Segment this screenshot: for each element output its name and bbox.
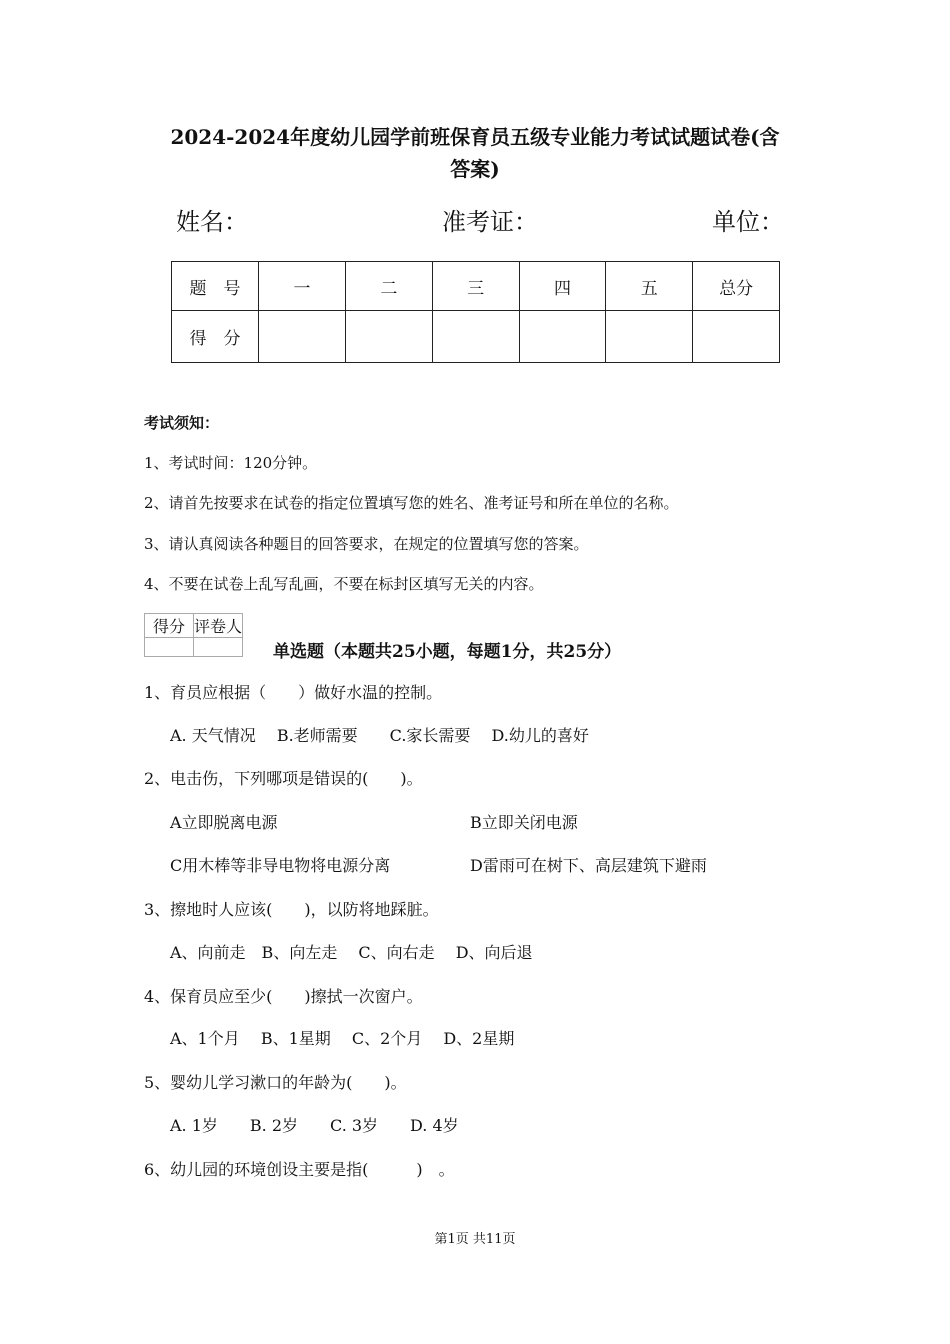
question-option: B立即关闭电源: [470, 813, 578, 832]
notice-item: 3、请认真阅读各种题目的回答要求，在规定的位置填写您的答案。: [144, 535, 589, 553]
notice-item: 2、请首先按要求在试卷的指定位置填写您的姓名、准考证号和所在单位的名称。: [144, 494, 679, 512]
notice-item: 4、不要在试卷上乱写乱画，不要在标封区填写无关的内容。: [144, 575, 544, 593]
notice-item: 1、考试时间：120分钟。: [144, 454, 318, 472]
unit-label: 单位：: [712, 208, 784, 236]
score-entry-cell[interactable]: [519, 311, 606, 363]
grader-name-label: 评卷人: [194, 614, 243, 638]
score-entry-cell[interactable]: [259, 311, 346, 363]
score-table-cell: 三: [432, 262, 519, 311]
score-table-cell: 一: [259, 262, 346, 311]
question-stem: 2、电击伤，下列哪项是错误的( )。: [144, 769, 423, 788]
question-stem: 4、保育员应至少( )擦拭一次窗户。: [144, 987, 423, 1006]
question-option: D雷雨可在树下、高层建筑下避雨: [470, 856, 707, 875]
score-table-row-label: 得 分: [172, 311, 259, 363]
score-entry-cell[interactable]: [606, 311, 693, 363]
question-options: A. 天气情况 B.老师需要 C.家长需要 D.幼儿的喜好: [170, 726, 589, 745]
grader-score-label: 得分: [145, 614, 194, 638]
section-title: 单选题（本题共25小题，每题1分，共25分）: [273, 642, 622, 662]
question-stem: 5、婴幼儿学习漱口的年龄为( )。: [144, 1073, 407, 1092]
document-title-line2: 答案): [450, 157, 500, 181]
question-options: A、1个月 B、1星期 C、2个月 D、2星期: [170, 1029, 515, 1048]
score-table-cell: 二: [345, 262, 432, 311]
page-number: 第1页 共11页: [434, 1232, 516, 1247]
score-table: [171, 261, 780, 363]
score-table-cell: 五: [606, 262, 693, 311]
score-table-score-row: [172, 311, 780, 363]
question-option: A立即脱离电源: [170, 813, 278, 832]
grader-score-cell[interactable]: [145, 638, 194, 657]
exam-id-label: 准考证：: [442, 208, 538, 236]
name-label: 姓名：: [176, 208, 248, 236]
score-entry-cell[interactable]: [432, 311, 519, 363]
question-stem: 1、育员应根据（ ）做好水温的控制。: [144, 683, 443, 702]
score-table-cell: 总分: [693, 262, 780, 311]
score-table-header-row: [172, 262, 780, 311]
question-option: C用木棒等非导电物将电源分离: [170, 856, 391, 875]
question-stem: 3、擦地时人应该( )，以防将地踩脏。: [144, 900, 439, 919]
notice-heading: 考试须知：: [144, 414, 220, 432]
question-stem: 6、幼儿园的环境创设主要是指( ) 。: [144, 1160, 455, 1179]
document-title-line1: 2024-2024年度幼儿园学前班保育员五级专业能力考试试题试卷(含: [170, 125, 780, 149]
score-entry-cell[interactable]: [345, 311, 432, 363]
score-table-cell: 题 号: [172, 262, 259, 311]
question-options: A. 1岁 B. 2岁 C. 3岁 D. 4岁: [170, 1116, 459, 1135]
grader-name-cell[interactable]: [194, 638, 243, 657]
score-table-cell: 四: [519, 262, 606, 311]
question-options: A、向前走 B、向左走 C、向右走 D、向后退: [170, 943, 533, 962]
score-entry-cell[interactable]: [693, 311, 780, 363]
grader-box: [144, 613, 243, 657]
